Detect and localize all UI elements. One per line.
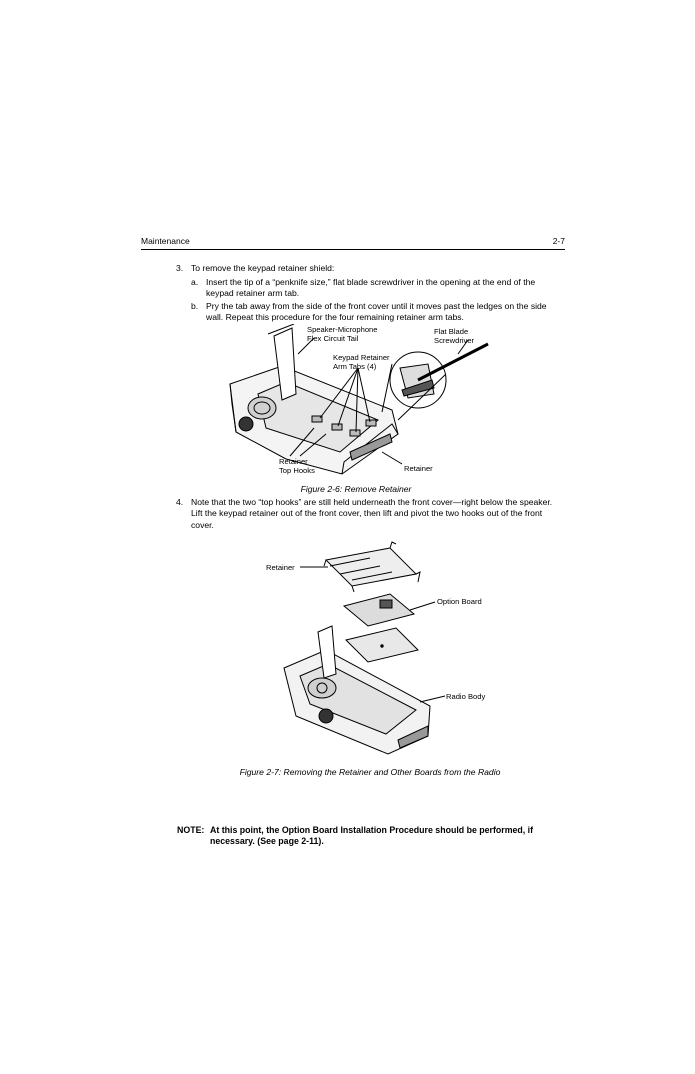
step-3a-text: Insert the tip of a “penknife size,” flat blade screwdriver in the opening at the end of the keypad retainer arm tab. <box>206 277 536 299</box>
step-3b-text: Pry the tab away from the side of the front cover until it moves past the ledges on the side wall. Repeat this procedure for the four remaining retainer arm tabs. <box>206 301 547 323</box>
header-rule <box>141 249 565 250</box>
label-top-hooks: Top Hooks <box>279 466 315 475</box>
step-4-number: 4. <box>176 497 184 507</box>
label-flex-circuit-tail: Flex Circuit Tail <box>307 334 359 343</box>
figure-2-6-caption: Figure 2-6: Remove Retainer <box>300 484 412 494</box>
note-text: At this point, the Option Board Installation Procedure should be performed, if necessary. (See page 2-11). <box>210 825 534 847</box>
step-3b-marker: b. <box>191 301 199 311</box>
step-3a-marker: a. <box>191 277 199 287</box>
step-3-number: 3. <box>176 263 184 273</box>
label-arm-tabs: Arm Tabs (4) <box>333 362 377 371</box>
figure-2-6-illustration <box>222 324 490 484</box>
note-label: NOTE: <box>177 825 205 835</box>
running-header-section: Maintenance <box>141 236 190 246</box>
label-retainer-fig2: Retainer <box>266 563 295 572</box>
step-3-text: To remove the keypad retainer shield: <box>191 263 335 273</box>
label-speaker-microphone: Speaker-Microphone <box>307 325 378 334</box>
label-flat-blade: Flat Blade <box>434 327 469 336</box>
label-retainer: Retainer <box>279 457 308 466</box>
label-keypad-retainer: Keypad Retainer <box>333 353 390 362</box>
removing-boards-drawing <box>270 540 470 762</box>
step-4-text: Note that the two “top hooks” are still held underneath the front cover—right below the speaker. Lift the keypad retainer out of the front cover, then lift and pivot the two hooks out of the front cover. <box>191 497 553 530</box>
page-number: 2-7 <box>552 236 565 246</box>
label-screwdriver: Screwdriver <box>434 336 475 345</box>
figure-2-7-caption: Figure 2-7: Removing the Retainer and Other Boards from the Radio <box>239 767 501 777</box>
figure-2-7-illustration <box>270 540 470 762</box>
label-option-board: Option Board <box>437 597 482 606</box>
remove-retainer-drawing <box>222 324 490 484</box>
label-radio-body: Radio Body <box>446 692 486 701</box>
label-retainer-right: Retainer <box>404 464 433 473</box>
